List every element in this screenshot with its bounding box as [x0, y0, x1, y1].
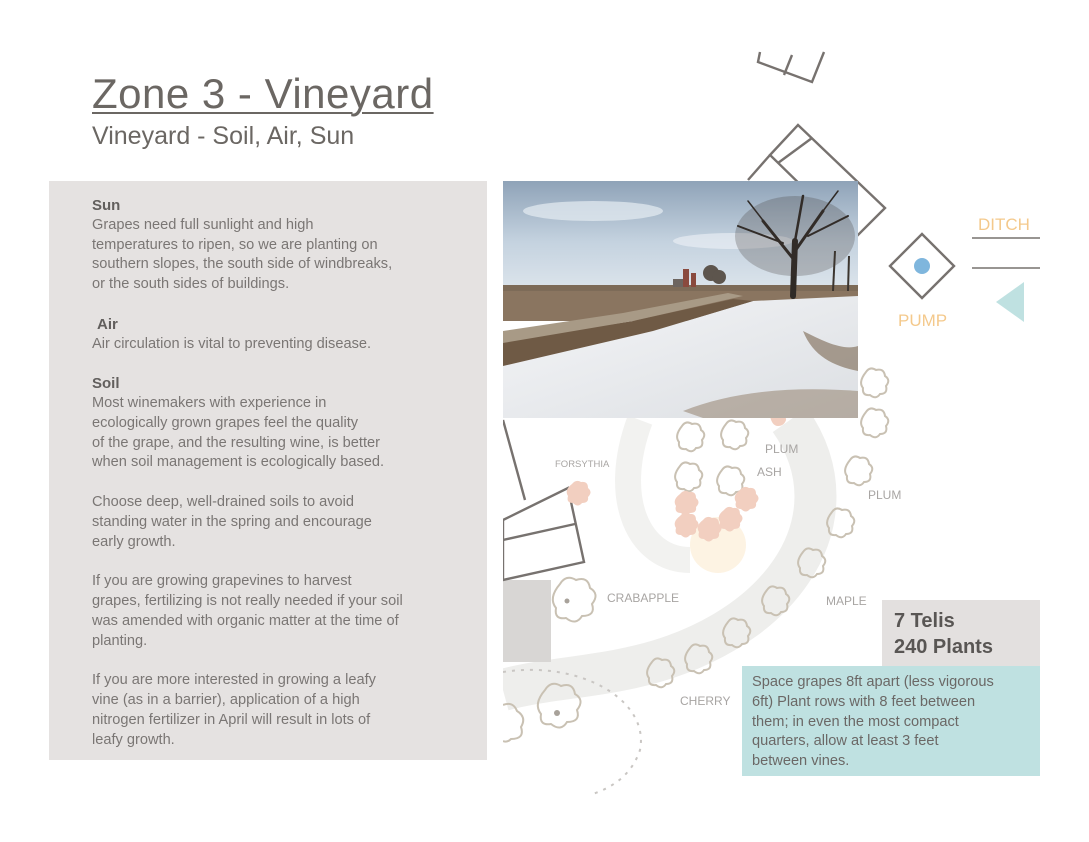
soil-line: ecologically grown grapes feel the quality: [92, 414, 359, 431]
spacing-note: [742, 666, 1040, 776]
text-content: [92, 196, 452, 750]
tree-outline-icon: [675, 462, 702, 491]
label-cherry: CHERRY: [680, 694, 731, 708]
text-panel: [49, 181, 487, 760]
soil-line: was amended with organic matter at the time of: [92, 612, 399, 629]
soil-line: grapes, fertilizing is not really needed if your soil: [92, 592, 403, 609]
soil-line: leafy growth.: [92, 731, 175, 748]
label-ash: ASH: [757, 465, 782, 479]
vineyard-site-photo: [503, 181, 858, 418]
plants-count: 240 Plants: [894, 636, 993, 658]
sun-line: southern slopes, the south side of windbreaks,: [92, 256, 393, 273]
tree-outline-icon: [721, 420, 748, 449]
tree-outline-icon: [861, 368, 888, 397]
soil-line: of the grape, and the resulting wine, is better: [92, 434, 380, 451]
soil-line: If you are growing grapevines to harvest: [92, 573, 352, 590]
sun-line: or the south sides of buildings.: [92, 276, 290, 293]
label-ditch: DITCH: [978, 215, 1030, 234]
note-line: them; in even the most compact: [752, 713, 959, 730]
building-top: [758, 52, 824, 82]
note-line: Space grapes 8ft apart (less vigorous: [752, 674, 994, 690]
stats-box: [882, 600, 1040, 666]
page-title: Zone 3 - Vineyard: [92, 70, 434, 117]
teal-triangle: [996, 282, 1024, 322]
note-line: between vines.: [752, 753, 850, 770]
pump-symbol: [890, 234, 954, 298]
soil-line: If you are more interested in growing a leafy: [92, 672, 376, 689]
tree-outline-icon: [677, 422, 704, 451]
note-line: quarters, allow at least 3 feet: [752, 733, 939, 750]
tree-outline-icon: [861, 408, 888, 437]
label-plum-right: PLUM: [868, 488, 902, 502]
label-pump: PUMP: [898, 311, 948, 330]
gravel-patch: [503, 580, 551, 662]
tree-outline-icon: [553, 578, 596, 622]
tree-outline-icon: [845, 456, 872, 485]
label-crabapple: CRABAPPLE: [607, 591, 680, 605]
soil-line: early growth.: [92, 533, 176, 550]
label-forsythia: FORSYTHIA: [555, 459, 610, 470]
path-arc-inner: [628, 420, 690, 560]
air-heading: Air: [97, 315, 118, 333]
soil-line: vine (as in a barrier), application of a high: [92, 691, 360, 708]
sun-line: Grapes need full sunlight and high: [92, 216, 314, 233]
soil-line: standing water in the spring and encourage: [92, 513, 372, 530]
label-maple: MAPLE: [826, 594, 867, 608]
telis-count: 7 Telis: [894, 610, 955, 632]
sun-heading: Sun: [92, 197, 121, 214]
note-line: 6ft) Plant rows with 8 feet between: [752, 693, 976, 710]
label-plum: PLUM: [765, 442, 799, 456]
tree-pink-icon: [735, 487, 759, 512]
tree-pink-icon: [567, 481, 591, 506]
air-line: Air circulation is vital to preventing disease.: [92, 335, 372, 352]
page-subtitle: Vineyard - Soil, Air, Sun: [92, 122, 355, 150]
soil-line: Choose deep, well-drained soils to avoid: [92, 493, 355, 510]
sun-line: temperatures to ripen, so we are planting on: [92, 236, 378, 253]
soil-line: nitrogen fertilizer in April will result in lots of: [92, 711, 371, 728]
soil-line: planting.: [92, 632, 148, 649]
soil-line: when soil management is ecologically based.: [92, 454, 385, 471]
tree-outline-icon: [503, 704, 523, 742]
soil-heading: Soil: [92, 375, 120, 393]
soil-line: Most winemakers with experience in: [92, 394, 327, 411]
tree-pink-icon: [675, 491, 699, 516]
